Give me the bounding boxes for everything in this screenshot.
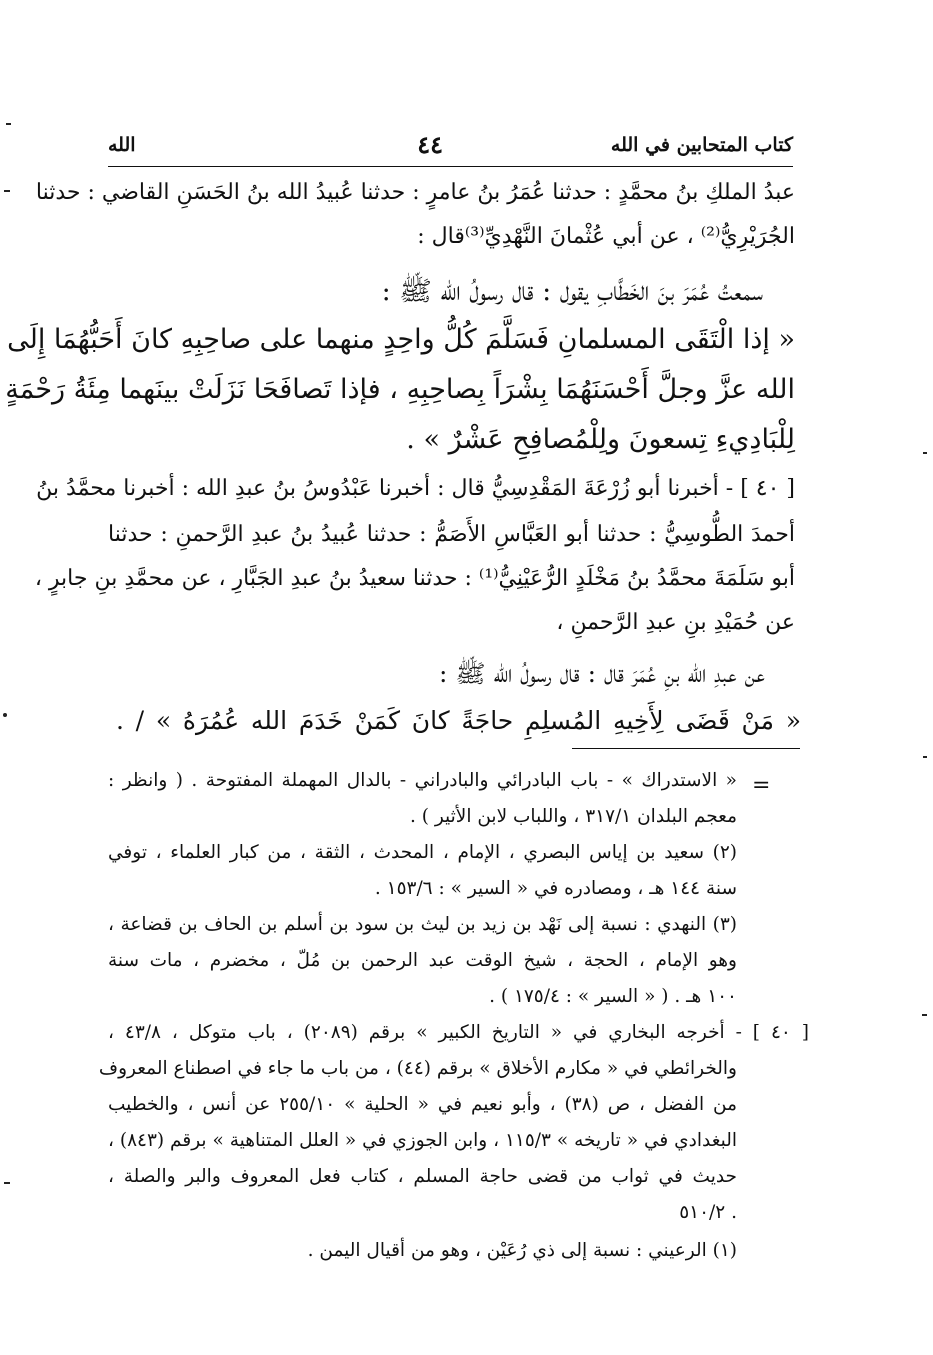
footnote-continuation-mark: =	[752, 773, 771, 798]
body-line: أبو سَلَمَةَ محمَّدُ بنُ مَخْلَدٍ الرُّعَيْنِيُّ⁽¹⁾ : حدثنا سعيدُ بنُ عبدِ الجَبَّارِ ، عن محمَّدِ بنِ جابرٍ ،	[34, 566, 795, 591]
footnote-line: « الاستدراك » - باب البادرائي والبادراني - بالدال المهملة المفتوحة . ( وانظر :	[108, 770, 737, 791]
page-number: ٤٤	[417, 130, 443, 159]
scan-mark	[923, 452, 927, 454]
body-line: أحمدَ الطُّوسِيُّ : حدثنا أبو العَبَّاسِ الأَصَمُّ : حدثنا عُبيدُ بنُ عبدِ الرَّحمنِ : حدثنا	[108, 522, 795, 547]
hadith-text-line: الله عزَّ وجلَّ أَحْسَنَهُمَا بِشْرَاً بِصاحِبِهِ ، فإذا تَصافَحَا نَزَلَتْ بينَهما مِئَةُ رَحْمَةٍ	[5, 374, 795, 405]
body-line: عن حُمَيْدِ بنِ عبدِ الرَّحمنِ ،	[556, 610, 795, 635]
hadith-text-line: « إذا الْتَقَى المسلمانِ فَسَلَّمَ كُلُّ واحِدٍ منهما على صاحِبِهِ كانَ أَحَبُّهُمَا إِلَى	[7, 324, 795, 355]
page-header	[108, 132, 793, 167]
footnote-line: حديث في ثواب من قضى حاجة المسلم ، كتاب فعل المعروف والبر والصلة ،	[108, 1166, 737, 1187]
hadith-intro-line: عن عبدِ الله بنِ عُمَرَ قال : قال رسولُ الله ﷺ :	[439, 659, 765, 688]
body-line: الجُرَيْرِيُّ⁽²⁾ ، عن أبي عُثْمانَ النَّهْدِيِّ⁽³⁾قال :	[417, 224, 795, 249]
footnote-line: [ ٤٠ ] - أخرجه البخاري في « التاريخ الكبير » برقم (٢٠٨٩) ، باب متوكل ، ٤٣/٨ ،	[108, 1022, 809, 1043]
scan-mark	[3, 713, 7, 717]
running-book-name: الله	[108, 134, 136, 156]
footnote-line: والخرائطي في « مكارم الأخلاق » برقم (٤٤) ، من باب ما جاء في اصطناع المعروف	[98, 1058, 737, 1079]
footnote-line: (٣) النهدي : نسبة إلى نَهْد بن زيد بن ليث بن سود بن أسلم بن الحاف بن قضاعة ،	[108, 914, 737, 935]
footnote-line: البغدادي في « تاريخه » ١١٥/٣ ، وابن الجوزي في « العلل المتناهية » برقم (٨٤٣) ،	[108, 1130, 737, 1151]
footnote-line: من الفضل ، ص (٣٨) ، وأبو نعيم في « الحلية » ٢٥٥/١٠ عن أنس ، والخطيب	[108, 1094, 737, 1115]
footnote-line: معجم البلدان ٣١٧/١ ، واللباب لابن الأثير ) .	[409, 806, 737, 827]
footnote-line: وهو الإمام ، الحجة ، شيخ الوقت عبد الرحمن بن مُلّ ، مخضرم ، مات سنة	[108, 950, 737, 971]
footnote-separator	[572, 748, 800, 749]
body-line: عبدُ الملكِ بنُ محمَّدٍ : حدثنا عُمَرُ بنُ عامرٍ : حدثنا عُبيدُ الله بنُ الحَسَنِ القاضي : حدثنا	[35, 180, 795, 205]
hadith-text-line: لِلْبَادِيءِ تِسعونَ ولِلْمُصافِحِ عَشْرٌ » .	[406, 424, 795, 455]
body-line: [ ٤٠ ] - أخبرنا أبو زُرْعَةَ المَقْدِسِيُّ قال : أخبرنا عَبْدُوسُ بنُ عبدِ الله : أخبرنا محمَّدُ بنُ	[36, 476, 795, 501]
hadith-intro-line: سمعتُ عُمَرَ بنَ الخَطَّابِ يقول : قال رسولُ الله ﷺ :	[381, 276, 763, 307]
scan-mark	[922, 1014, 927, 1016]
footnote-line: (٢) سعيد بن إياس البصري ، الإمام ، المحدث ، الثقة ، من كبار العلماء ، توفي	[108, 842, 737, 863]
hadith-text-line: « مَنْ قَضَى لِأَخِيهِ المُسلِمِ حاجَةً كانَ كَمَنْ خَدَمَ الله عُمُرَهُ » / .	[116, 706, 801, 735]
scan-mark	[4, 190, 10, 192]
footnote-line: . ٥١٠/٢	[679, 1202, 737, 1223]
scan-mark	[6, 123, 11, 125]
scan-mark	[923, 756, 927, 758]
footnote-line: ١٠٠ هـ . ( « السير » : ١٧٥/٤ ) .	[489, 986, 737, 1007]
footnote-line: سنة ١٤٤ هـ ، ومصادره في « السير » : ١٥٣/٦ .	[374, 878, 737, 899]
running-title: كتاب المتحابين في الله	[610, 134, 793, 156]
footnote-line: (١) الرعيني : نسبة إلى ذي رُعَيْن ، وهو من أقيال اليمن .	[307, 1240, 737, 1261]
scan-mark	[4, 1182, 10, 1184]
